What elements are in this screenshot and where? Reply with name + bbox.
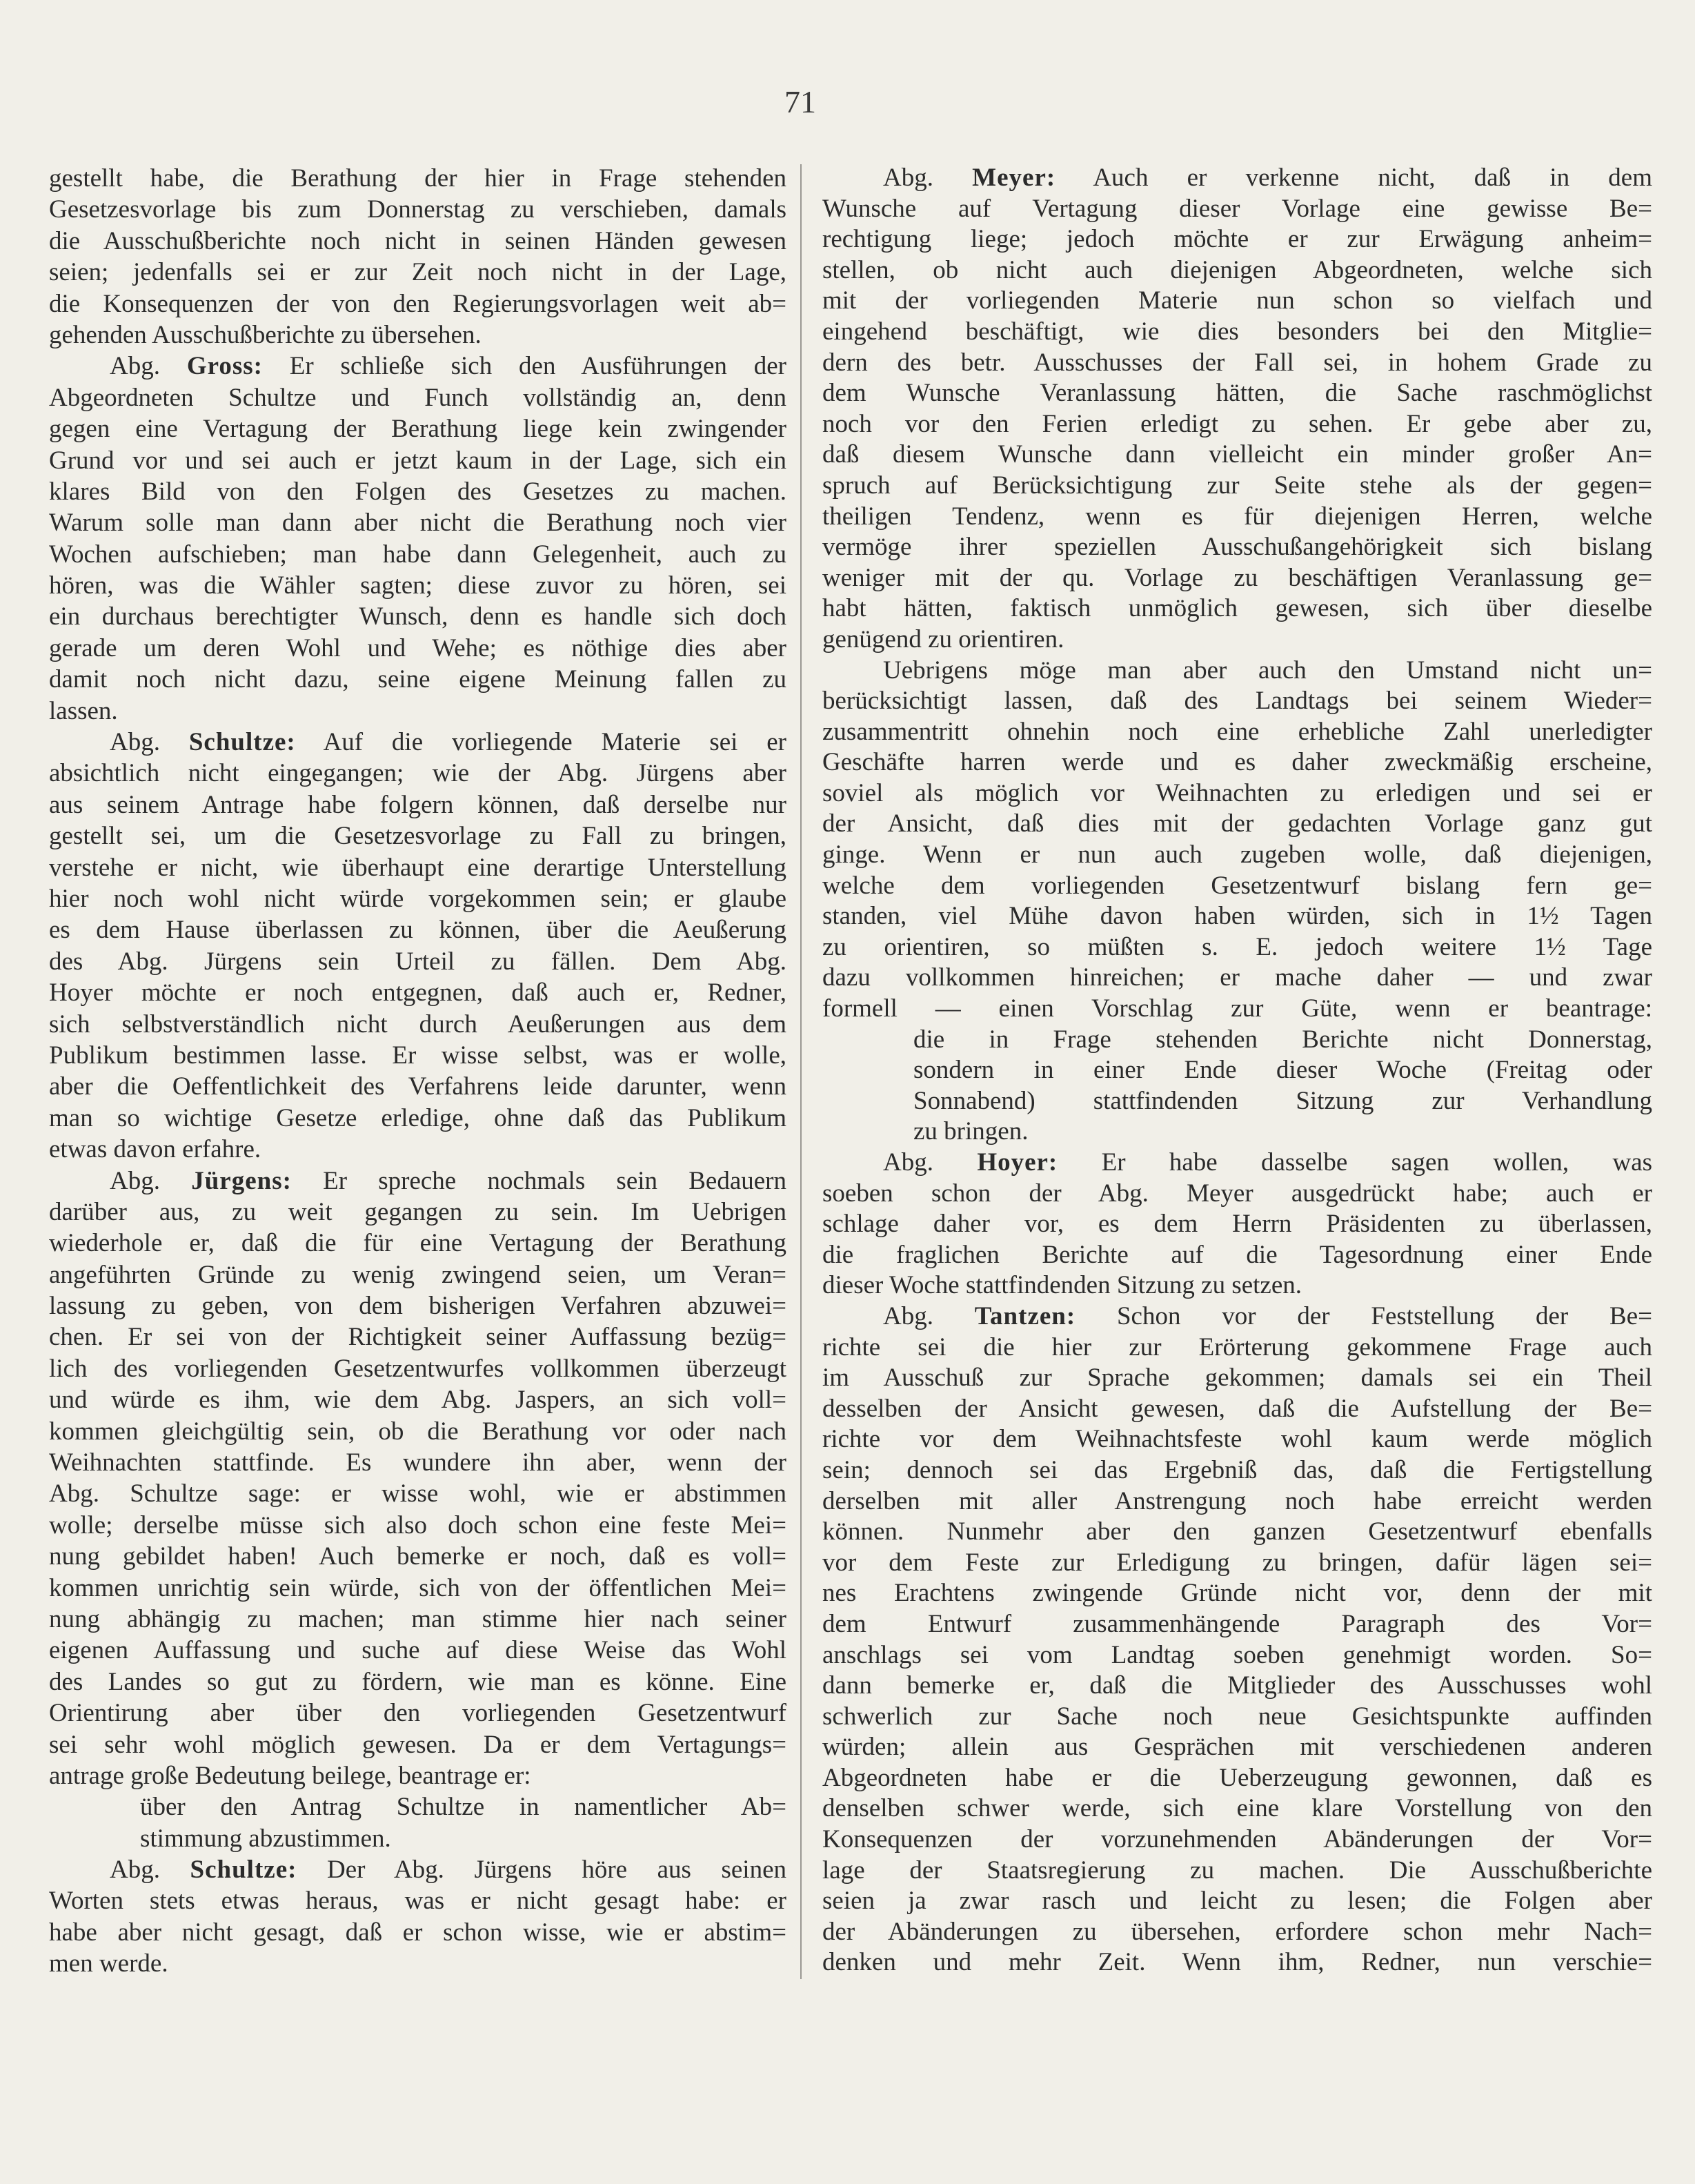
text-line: Konsequenzen der vorzunehmenden Abänderungen der Vor=	[822, 1825, 1652, 1854]
text-line: hier noch wohl nicht würde vorgekommen sein; er glaube	[49, 884, 786, 913]
text-line: Weihnachten stattfinde. Es wundere ihn aber, wenn der	[49, 1448, 786, 1477]
text-line: man so wichtige Gesetze erledige, ohne daß das Publikum	[49, 1103, 786, 1132]
speaker-prefix: Abg.	[110, 1166, 160, 1195]
text-line: Gesetzesvorlage bis zum Donnerstag zu verschieben, damals	[49, 195, 786, 224]
speech-paragraph	[49, 1165, 786, 1792]
text-line: nung gebildet haben! Auch bemerke er noch, daß es voll=	[49, 1542, 786, 1571]
text-line: stimmung abzustimmen.	[140, 1824, 391, 1853]
line-text: Auch er verkenne nicht, daß in dem	[1093, 164, 1652, 192]
text-line: noch vor den Ferien erledigt zu sehen. Er gebe aber zu,	[822, 409, 1652, 438]
text-line: men werde.	[49, 1949, 168, 1978]
text-line: zu orientiren, so müßten s. E. jedoch weitere 1½ Tage	[822, 932, 1652, 961]
text-line: es dem Hause überlassen zu können, über die Aeußerung	[49, 916, 786, 945]
text-line: können. Nunmehr aber den ganzen Gesetzentwurf ebenfalls	[822, 1517, 1652, 1546]
text-line: ein durchaus berechtigter Wunsch, denn es handle sich doch	[49, 602, 786, 631]
text-line: Geschäfte harren werde und es daher zweckmäßig erscheine,	[822, 748, 1652, 777]
text-line: die in Frage stehenden Berichte nicht Donnerstag,	[913, 1025, 1652, 1054]
text-line: Warum solle man dann aber nicht die Berathung noch vier	[49, 509, 786, 538]
text-line: Wochen aufschieben; man habe dann Gelegenheit, auch zu	[49, 540, 786, 569]
text-line: dieser Woche stattfindenden Sitzung zu setzen.	[822, 1271, 1302, 1300]
text-line: Abg. Schultze sage: er wisse wohl, wie er abstimmen	[49, 1479, 786, 1508]
text-line: spruch auf Berücksichtigung zur Seite stehe als der gegen=	[822, 471, 1652, 500]
text-line: Abgeordneten Schultze und Funch vollständig an, denn	[49, 383, 786, 412]
text-line: des Abg. Jürgens sein Urteil zu fällen. Dem Abg.	[49, 947, 786, 976]
line-text: Er schließe sich den Ausführungen der	[289, 352, 786, 381]
text-line: richte vor dem Weihnachtsfeste wohl kaum werde möglich	[822, 1425, 1652, 1454]
line-text: Der Abg. Jürgens höre aus seinen	[326, 1856, 786, 1885]
line-text: Schon vor der Feststellung der Be=	[1116, 1301, 1652, 1330]
text-line: vermöge ihrer speziellen Ausschußangehörigkeit sich bislang	[822, 533, 1652, 562]
speaker-name: Schultze:	[188, 728, 296, 757]
text-line: eigenen Auffassung und suche auf diese Weise das Wohl	[49, 1636, 786, 1665]
text-line	[49, 727, 786, 758]
text-line: kommen unrichtig sein würde, sich von der öffentlichen Mei=	[49, 1573, 786, 1602]
page-number: 71	[784, 84, 816, 119]
text-line	[49, 1854, 786, 1885]
text-line: etwas davon erfahre.	[49, 1135, 261, 1164]
text-line: verstehe er nicht, wie überhaupt eine derartige Unterstellung	[49, 853, 786, 882]
text-line	[49, 351, 786, 382]
speaker-prefix: Abg.	[883, 164, 933, 192]
text-line	[822, 1148, 1652, 1179]
text-line: Sonnabend) stattfindenden Sitzung zur Verhandlung	[913, 1086, 1652, 1115]
speech-paragraph	[49, 727, 786, 1165]
text-line: würden; allein aus Gesprächen mit verschiedenen anderen	[822, 1733, 1652, 1762]
text-line: Grund vor und sei auch er jetzt kaum in der Lage, sich ein	[49, 446, 786, 475]
speaker-prefix: Abg.	[110, 728, 160, 757]
text-line: Abgeordneten habe er die Ueberzeugung gewonnen, daß es	[822, 1763, 1652, 1792]
speaker-prefix: Abg.	[883, 1301, 933, 1330]
text-line: dem Entwurf zusammenhängende Paragraph des Vor=	[822, 1609, 1652, 1638]
line-text: Er habe dasselbe sagen wollen, was	[1101, 1148, 1652, 1177]
text-line: antrage große Bedeutung beilege, beantrage er:	[49, 1761, 531, 1790]
text-line: lich des vorliegenden Gesetzentwurfes vollkommen überzeugt	[49, 1354, 786, 1383]
text-line: daß diesem Wunsche dann vielleicht ein minder großer An=	[822, 440, 1652, 469]
text-line: gehenden Ausschußberichte zu übersehen.	[49, 320, 482, 349]
left-column	[49, 163, 786, 1980]
text-line: angeführten Gründe zu wenig zwingend seien, um Veran=	[49, 1260, 786, 1289]
text-line: Hoyer möchte er noch entgegnen, daß auch er, Redner,	[49, 978, 786, 1007]
text-line: schwerlich zur Sache noch neue Gesichtspunkte auffinden	[822, 1702, 1652, 1731]
text-line: Publikum bestimmen lasse. Er wisse selbst, was er wolle,	[49, 1041, 786, 1070]
text-line: eingehend beschäftigt, wie dies besonders bei den Mitglie=	[822, 317, 1652, 346]
text-line: genügend zu orientiren.	[822, 624, 1064, 653]
text-line: Wunsche auf Vertagung dieser Vorlage eine gewisse Be=	[822, 194, 1652, 223]
text-line: lage der Staatsregierung zu machen. Die Ausschußberichte	[822, 1856, 1652, 1885]
text-line: wiederhole er, daß die für eine Vertagung der Berathung	[49, 1229, 786, 1258]
text-line: formell — einen Vorschlag zur Güte, wenn er beantrage:	[822, 994, 1652, 1023]
text-line: theiligen Tendenz, wenn es für diejenigen Herren, welche	[822, 502, 1652, 531]
text-line: zusammentritt ohnehin noch eine erhebliche Zahl unerledigter	[822, 717, 1652, 746]
text-line: sei sehr wohl möglich gewesen. Da er dem Vertagungs=	[49, 1730, 786, 1759]
text-line: sein; dennoch sei das Ergebniß das, daß die Fertigstellung	[822, 1455, 1652, 1484]
speaker-name: Gross:	[186, 352, 263, 381]
text-line: gestellt habe, die Berathung der hier in Frage stehenden	[49, 164, 786, 193]
text-line: seien ja zwar rasch und leicht zu lesen; die Folgen aber	[822, 1887, 1652, 1916]
text-line: anschlags sei vom Landtag soeben genehmigt worden. So=	[822, 1640, 1652, 1669]
text-line: chen. Er sei von der Richtigkeit seiner Auffassung bezüg=	[49, 1323, 786, 1352]
text-line: seien; jedenfalls sei er zur Zeit noch nicht in der Lage,	[49, 258, 786, 287]
speaker-name: Tantzen:	[974, 1301, 1076, 1330]
text-line	[822, 163, 1652, 194]
text-line: sich selbstverständlich nicht durch Aeußerungen aus dem	[49, 1010, 786, 1039]
speaker-name: Jürgens:	[191, 1166, 292, 1195]
text-line: damit noch nicht dazu, seine eigene Meinung fallen zu	[49, 665, 786, 694]
text-line: mit der vorliegenden Materie nun schon so vielfach und	[822, 286, 1652, 315]
text-line: dazu vollkommen hinreichen; er mache daher — und zwar	[822, 963, 1652, 992]
text-line: rechtigung liege; jedoch möchte er zur Erwägung anheim=	[822, 225, 1652, 254]
text-line: ginge. Wenn er nun auch zugeben wolle, daß diejenigen,	[822, 840, 1652, 869]
text-line: stellen, ob nicht auch diejenigen Abgeordneten, welche sich	[822, 255, 1652, 284]
text-line: nes Erachtens zwingende Gründe nicht vor, denn der mit	[822, 1579, 1652, 1608]
line-text: Auf die vorliegende Materie sei er	[323, 728, 786, 757]
text-line	[822, 1301, 1652, 1332]
text-line: im Ausschuß zur Sprache gekommen; damals sei ein Theil	[822, 1364, 1652, 1393]
text-line: aber die Oeffentlichkeit des Verfahrens leide darunter, wenn	[49, 1072, 786, 1101]
text-line: dern des betr. Ausschusses der Fall sei, in hohem Grade zu	[822, 348, 1652, 377]
text-line: nung abhängig zu machen; man stimme hier nach seiner	[49, 1604, 786, 1633]
paragraph	[822, 656, 1652, 1025]
text-line: lassen.	[49, 696, 118, 725]
continued-paragraph	[49, 163, 786, 351]
motion-text	[140, 1791, 786, 1854]
text-line: Worten stets etwas heraus, was er nicht gesagt habe: er	[49, 1887, 786, 1916]
text-line: über den Antrag Schultze in namentlicher Ab=	[140, 1793, 786, 1822]
text-line: gegen eine Vertagung der Berathung liege kein zwingender	[49, 415, 786, 444]
text-line: schlage daher vor, es dem Herrn Präsidenten zu überlassen,	[822, 1210, 1652, 1239]
text-line: Uebrigens möge man aber auch den Umstand nicht un=	[883, 656, 1652, 685]
speaker-prefix: Abg.	[883, 1148, 933, 1177]
text-line: derselben mit aller Anstrengung noch habe erreicht werden	[822, 1486, 1652, 1515]
speech-paragraph	[822, 163, 1652, 656]
column-divider	[800, 164, 802, 1979]
speech-paragraph	[822, 1301, 1652, 1978]
text-line: denselben schwer werde, sich eine klare Vorstellung von den	[822, 1794, 1652, 1823]
text-line: denken und mehr Zeit. Wenn ihm, Redner, nun verschie=	[822, 1948, 1652, 1977]
text-line: Orientirung aber über den vorliegenden Gesetzentwurf	[49, 1699, 786, 1728]
text-line: gerade um deren Wohl und Wehe; es nöthige dies aber	[49, 633, 786, 662]
text-line: sondern in einer Ende dieser Woche (Freitag oder	[913, 1056, 1652, 1085]
speech-paragraph	[49, 1854, 786, 1980]
text-line: die Ausschußberichte noch nicht in seinen Händen gewesen	[49, 226, 786, 255]
text-line: desselben der Ansicht gewesen, daß die Aufstellung der Be=	[822, 1394, 1652, 1423]
text-line: des Landes so gut zu fördern, wie man es könne. Eine	[49, 1667, 786, 1696]
text-line: vor dem Feste zur Erledigung zu bringen, dafür lägen sei=	[822, 1548, 1652, 1577]
speaker-name: Meyer:	[972, 164, 1056, 192]
text-line: welche dem vorliegenden Gesetzentwurf bislang fern ge=	[822, 871, 1652, 900]
text-line: soviel als möglich vor Weihnachten zu erledigen und sei er	[822, 778, 1652, 807]
text-line: absichtlich nicht eingegangen; wie der Abg. Jürgens aber	[49, 759, 786, 788]
speaker-prefix: Abg.	[110, 1856, 160, 1885]
text-line: habe aber nicht gesagt, daß er schon wisse, wie er abstim=	[49, 1918, 786, 1947]
text-line: weniger mit der qu. Vorlage zu beschäftigen Veranlassung ge=	[822, 563, 1652, 592]
text-line: hören, was die Wähler sagten; diese zuvor zu hören, sei	[49, 571, 786, 600]
text-line: richte sei die hier zur Erörterung gekommene Frage auch	[822, 1332, 1652, 1361]
text-line: klares Bild von den Folgen des Gesetzes zu machen.	[49, 477, 786, 506]
text-line: darüber aus, zu weit gegangen zu sein. Im Uebrigen	[49, 1197, 786, 1226]
speaker-prefix: Abg.	[110, 352, 160, 381]
text-line: und würde es ihm, wie dem Abg. Jaspers, an sich voll=	[49, 1386, 786, 1415]
text-line: berücksichtigt lassen, daß des Landtags bei seinem Wieder=	[822, 687, 1652, 716]
speech-paragraph	[49, 351, 786, 727]
text-line: kommen gleichgültig sein, ob die Berathung vor oder nach	[49, 1417, 786, 1446]
speaker-name: Schultze:	[190, 1856, 297, 1885]
text-line: soeben schon der Abg. Meyer ausgedrückt habe; auch er	[822, 1179, 1652, 1208]
text-line: dann bemerke er, daß die Mitglieder des Ausschusses wohl	[822, 1671, 1652, 1700]
text-line: lassung zu geben, von dem bisherigen Verfahren abzuwei=	[49, 1292, 786, 1321]
text-line: wolle; derselbe müsse sich also doch schon eine feste Mei=	[49, 1511, 786, 1539]
motion-text	[913, 1025, 1652, 1148]
text-line: gestellt sei, um die Gesetzesvorlage zu Fall zu bringen,	[49, 822, 786, 851]
text-line	[49, 1165, 786, 1197]
text-line: die Konsequenzen der von den Regierungsvorlagen weit ab=	[49, 289, 786, 318]
right-column	[822, 163, 1652, 1978]
text-line: standen, viel Mühe davon haben würden, sich in 1½ Tagen	[822, 902, 1652, 931]
text-line: dem Wunsche Veranlassung hätten, die Sache raschmöglichst	[822, 379, 1652, 408]
text-line: zu bringen.	[913, 1117, 1029, 1146]
line-text: Er spreche nochmals sein Bedauern	[323, 1166, 786, 1195]
text-line: der Ansicht, daß dies mit der gedachten Vorlage ganz gut	[822, 809, 1652, 838]
speech-paragraph	[822, 1148, 1652, 1301]
text-line: aus seinem Antrage habe folgern können, daß derselbe nur	[49, 790, 786, 819]
speaker-name: Hoyer:	[977, 1148, 1058, 1177]
text-line: habt hätten, faktisch unmöglich gewesen, sich über dieselbe	[822, 594, 1652, 623]
text-line: der Abänderungen zu übersehen, erfordere schon mehr Nach=	[822, 1917, 1652, 1946]
text-line: die fraglichen Berichte auf die Tagesordnung einer Ende	[822, 1240, 1652, 1269]
